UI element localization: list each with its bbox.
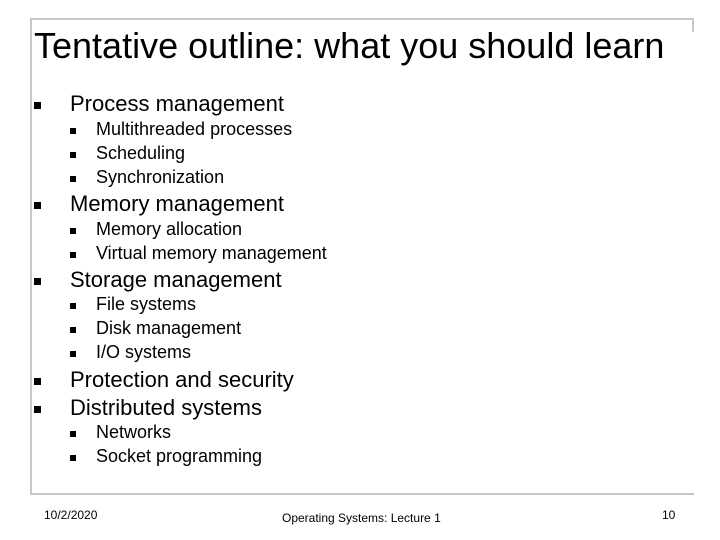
outline-item-label: Process management (70, 91, 284, 116)
outline-subitem-label: Disk management (96, 318, 242, 338)
square-bullet-icon (70, 327, 76, 333)
footer-page-number: 10 (662, 508, 676, 522)
outline-subitem-label: Scheduling (96, 143, 186, 163)
square-bullet-icon (70, 455, 76, 461)
frame-top-line (30, 18, 694, 20)
outline-subitem-label: Virtual memory management (96, 243, 327, 263)
outline-subitem-label: Socket programming (96, 446, 263, 466)
outline-subitem-label: Memory allocation (96, 219, 243, 239)
square-bullet-icon (70, 303, 76, 309)
outline-item-label: Distributed systems (70, 395, 262, 420)
square-bullet-icon (34, 406, 41, 413)
square-bullet-icon (70, 431, 76, 437)
footer-course-title: Operating Systems: Lecture 1 (282, 511, 441, 525)
square-bullet-icon (70, 128, 76, 134)
outline-item-label: Protection and security (70, 367, 294, 392)
outline-subitem-label: I/O systems (96, 342, 192, 362)
outline-item-label: Storage management (70, 267, 282, 292)
outline-subitem-label: File systems (96, 294, 197, 314)
outline-subitem-label: Networks (96, 422, 172, 442)
square-bullet-icon (70, 351, 76, 357)
outline-subitem-label: Synchronization (96, 167, 225, 187)
square-bullet-icon (34, 102, 41, 109)
outline-subitem-label: Multithreaded processes (96, 119, 293, 139)
square-bullet-icon (70, 176, 76, 182)
square-bullet-icon (70, 252, 76, 258)
square-bullet-icon (70, 152, 76, 158)
square-bullet-icon (34, 378, 41, 385)
square-bullet-icon (34, 278, 41, 285)
frame-left-line (30, 18, 32, 494)
footer-date: 10/2/2020 (44, 508, 98, 522)
slide-title: Tentative outline: what you should learn (34, 25, 665, 66)
frame-bottom-line (30, 493, 694, 495)
square-bullet-icon (70, 228, 76, 234)
square-bullet-icon (34, 202, 41, 209)
outline-item-label: Memory management (70, 191, 284, 216)
